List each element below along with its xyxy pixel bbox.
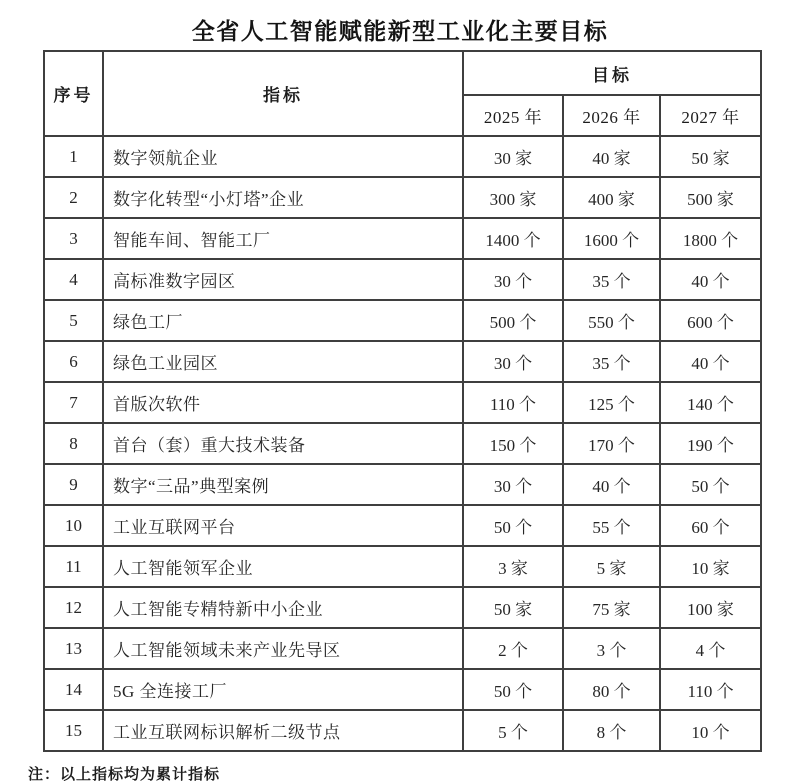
cell-2026: 1600 个 — [563, 218, 660, 259]
cell-2026: 55 个 — [563, 505, 660, 546]
cell-2026: 35 个 — [563, 259, 660, 300]
cell-2027: 500 家 — [660, 177, 761, 218]
cell-2025: 50 家 — [463, 587, 563, 628]
cell-2026: 3 个 — [563, 628, 660, 669]
table-row — [44, 136, 761, 177]
cell-no: 10 — [44, 505, 103, 546]
cell-no: 8 — [44, 423, 103, 464]
header-no: 序号 — [44, 51, 103, 136]
header-year-2026: 2026 年 — [563, 95, 660, 136]
cell-2027: 100 家 — [660, 587, 761, 628]
cell-indicator: 5G 全连接工厂 — [103, 669, 463, 710]
cell-indicator: 数字“三品”典型案例 — [103, 464, 463, 505]
cell-2025: 3 家 — [463, 546, 563, 587]
cell-no: 11 — [44, 546, 103, 587]
cell-no: 7 — [44, 382, 103, 423]
header-year-2025: 2025 年 — [463, 95, 563, 136]
cell-2027: 600 个 — [660, 300, 761, 341]
cell-2026: 75 家 — [563, 587, 660, 628]
cell-2027: 40 个 — [660, 259, 761, 300]
cell-indicator: 人工智能领军企业 — [103, 546, 463, 587]
table-row — [44, 546, 761, 587]
cell-indicator: 数字化转型“小灯塔”企业 — [103, 177, 463, 218]
cell-indicator: 智能车间、智能工厂 — [103, 218, 463, 259]
table-row — [44, 382, 761, 423]
cell-no: 9 — [44, 464, 103, 505]
cell-2025: 30 家 — [463, 136, 563, 177]
cell-indicator: 人工智能领域未来产业先导区 — [103, 628, 463, 669]
cell-2026: 40 家 — [563, 136, 660, 177]
cell-2027: 40 个 — [660, 341, 761, 382]
cell-no: 5 — [44, 300, 103, 341]
table-row — [44, 464, 761, 505]
cell-2027: 190 个 — [660, 423, 761, 464]
cell-2027: 50 个 — [660, 464, 761, 505]
cell-2025: 30 个 — [463, 341, 563, 382]
cell-no: 4 — [44, 259, 103, 300]
table-row — [44, 710, 761, 751]
cell-indicator: 工业互联网标识解析二级节点 — [103, 710, 463, 751]
header-indicator: 指标 — [103, 51, 463, 136]
cell-no: 15 — [44, 710, 103, 751]
cell-indicator: 绿色工厂 — [103, 300, 463, 341]
footnote: 注：以上指标均为累计指标 — [28, 766, 221, 783]
cell-2026: 550 个 — [563, 300, 660, 341]
cell-no: 1 — [44, 136, 103, 177]
header-target-group: 目标 — [463, 51, 761, 95]
table-row — [44, 177, 761, 218]
page-title: 全省人工智能赋能新型工业化主要目标 — [191, 18, 609, 44]
goals-table — [43, 50, 762, 752]
table-row — [44, 669, 761, 710]
cell-2027: 110 个 — [660, 669, 761, 710]
cell-2027: 4 个 — [660, 628, 761, 669]
cell-2027: 140 个 — [660, 382, 761, 423]
cell-no: 6 — [44, 341, 103, 382]
cell-indicator: 数字领航企业 — [103, 136, 463, 177]
cell-no: 12 — [44, 587, 103, 628]
cell-no: 2 — [44, 177, 103, 218]
cell-indicator: 绿色工业园区 — [103, 341, 463, 382]
cell-2027: 60 个 — [660, 505, 761, 546]
table-row — [44, 505, 761, 546]
cell-2025: 110 个 — [463, 382, 563, 423]
cell-2026: 400 家 — [563, 177, 660, 218]
cell-no: 3 — [44, 218, 103, 259]
cell-indicator: 人工智能专精特新中小企业 — [103, 587, 463, 628]
cell-indicator: 高标准数字园区 — [103, 259, 463, 300]
cell-no: 14 — [44, 669, 103, 710]
cell-2026: 40 个 — [563, 464, 660, 505]
cell-2026: 80 个 — [563, 669, 660, 710]
table-row — [44, 628, 761, 669]
cell-2025: 50 个 — [463, 505, 563, 546]
cell-2025: 500 个 — [463, 300, 563, 341]
cell-2026: 170 个 — [563, 423, 660, 464]
cell-2026: 8 个 — [563, 710, 660, 751]
cell-2027: 50 家 — [660, 136, 761, 177]
cell-2025: 300 家 — [463, 177, 563, 218]
cell-2025: 5 个 — [463, 710, 563, 751]
cell-2026: 125 个 — [563, 382, 660, 423]
cell-indicator: 首台（套）重大技术装备 — [103, 423, 463, 464]
cell-2025: 2 个 — [463, 628, 563, 669]
table-row — [44, 259, 761, 300]
cell-2025: 50 个 — [463, 669, 563, 710]
cell-2026: 35 个 — [563, 341, 660, 382]
cell-2027: 10 家 — [660, 546, 761, 587]
cell-2027: 1800 个 — [660, 218, 761, 259]
table-row — [44, 341, 761, 382]
cell-no: 13 — [44, 628, 103, 669]
header-year-2027: 2027 年 — [660, 95, 761, 136]
cell-2025: 30 个 — [463, 259, 563, 300]
cell-2025: 30 个 — [463, 464, 563, 505]
table-row — [44, 218, 761, 259]
header-row-group — [44, 51, 761, 95]
cell-2025: 1400 个 — [463, 218, 563, 259]
table-row — [44, 423, 761, 464]
table-row — [44, 587, 761, 628]
cell-indicator: 首版次软件 — [103, 382, 463, 423]
cell-2026: 5 家 — [563, 546, 660, 587]
cell-indicator: 工业互联网平台 — [103, 505, 463, 546]
cell-2027: 10 个 — [660, 710, 761, 751]
table-row — [44, 300, 761, 341]
cell-2025: 150 个 — [463, 423, 563, 464]
